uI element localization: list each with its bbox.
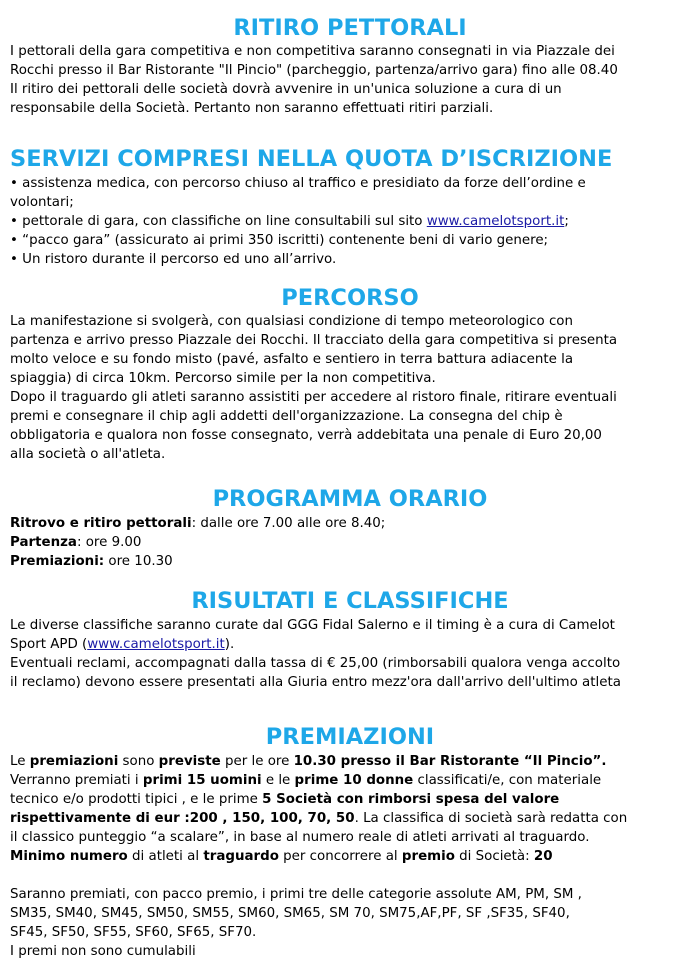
servizi-line-2: volontari;: [10, 195, 74, 210]
ritiro-line-3: Il ritiro dei pettorali delle società dovrà avvenire in un'unica soluzione a cura di un: [10, 82, 562, 97]
text-bold: 10.30 presso il Bar Ristorante “Il Pincio”.: [293, 754, 607, 769]
premiazioni-label: Premiazioni:: [10, 554, 105, 569]
text-bold: premio: [401, 849, 455, 864]
ritiro-line-2: Rocchi presso il Bar Ristorante "Il Pincio" (parcheggio, partenza/arrivo gara) fino alle 08.40: [10, 63, 618, 78]
risultati-line-3: Eventuali reclami, accompagnati dalla tassa di € 25,00 (rimborsabili qualora venga accolto: [10, 656, 621, 671]
percorso-line-3: molto veloce e su fondo misto (pavé, asfalto e sentiero in terra battura adiacente la: [10, 352, 574, 367]
programma-partenza: [10, 533, 141, 552]
premiazioni-value: ore 10.30: [104, 554, 173, 569]
programma-premiazioni: [10, 552, 173, 571]
text-bold: primi 15 uomini: [142, 773, 262, 788]
text: . La classifica di società sarà redatta con: [354, 811, 628, 826]
text: di atleti al: [127, 849, 204, 864]
text-bold: rispettivamente di eur :200 , 150, 100, 70, 50: [10, 811, 355, 826]
servizi-line-4: • “pacco gara” (assicurato ai primi 350 iscritti) contenente beni di vario genere;: [10, 233, 549, 248]
ritrovo-value: : dalle ore 7.00 alle ore 8.40;: [191, 516, 386, 531]
categorie-line-3: SF45, SF50, SF55, SF60, SF65, SF70.: [10, 925, 257, 940]
premiazioni-line-5: il classico punteggio “a scalare”, in base al numero reale di atleti arrivati al traguardo.: [10, 830, 590, 845]
partenza-value: : ore 9.00: [76, 535, 142, 550]
risultati-line-2: [10, 635, 234, 654]
servizi-line-3: [10, 212, 569, 231]
percorso-line-2: partenza e arrivo presso Piazzale dei Rocchi. Il tracciato della gara competitiva si presenta: [10, 333, 618, 348]
percorso-line-5: Dopo il traguardo gli atleti saranno assistiti per accedere al ristoro finale, ritirare eventuali: [10, 390, 617, 405]
heading-programma-orario: PROGRAMMA ORARIO: [212, 486, 488, 512]
ritiro-line-1: I pettorali della gara competitiva e non competitiva saranno consegnati in via Piazzale dei: [10, 44, 615, 59]
risultati-line-1: Le diverse classifiche saranno curate dal GGG Fidal Salerno e il timing è a cura di Camelot: [10, 618, 615, 633]
heading-servizi: SERVIZI COMPRESI NELLA QUOTA D’ISCRIZIONE: [10, 146, 613, 172]
text-bold: 5 Società con rimborsi spesa del valore: [262, 792, 560, 807]
camelotsport-link[interactable]: www.camelotsport.it: [426, 214, 565, 229]
servizi-line-1: • assistenza medica, con percorso chiuso al traffico e presidiato da forze dell’ordine e: [10, 176, 586, 191]
risultati-line-2-end: ).: [224, 637, 235, 652]
ritiro-line-4: responsabile della Società. Pertanto non saranno effettuati ritiri parziali.: [10, 101, 494, 116]
percorso-line-4: spiaggia) di circa 10km. Percorso simile per la non competitiva.: [10, 371, 436, 386]
premiazioni-line-1: [10, 752, 606, 771]
percorso-line-6: premi e consegnare il chip agli addetti dell'organizzazione. La consegna del chip è: [10, 409, 563, 424]
servizi-line-3-end: ;: [564, 214, 569, 229]
text-bold: Minimo numero: [10, 849, 128, 864]
heading-premiazioni: PREMIAZIONI: [265, 724, 435, 750]
servizi-line-3-text: • pettorale di gara, con classifiche on line consultabili sul sito: [10, 214, 427, 229]
percorso-line-1: La manifestazione si svolgerà, con qualsiasi condizione di tempo meteorologico con: [10, 314, 573, 329]
text: Verranno premiati i: [10, 773, 143, 788]
percorso-line-8: alla società o all'atleta.: [10, 447, 166, 462]
text: classificati/e, con materiale: [413, 773, 602, 788]
text: tecnico e/o prodotti tipici , e le prime: [10, 792, 263, 807]
heading-percorso: PERCORSO: [281, 285, 419, 311]
text: Le: [10, 754, 30, 769]
premiazioni-line-4: [10, 809, 627, 828]
risultati-line-4: il reclamo) devono essere presentati alla Giuria entro mezz'ora dall'arrivo dell'ultimo atleta: [10, 675, 621, 690]
text: di Società:: [454, 849, 534, 864]
text: sono: [118, 754, 159, 769]
text: per le ore: [220, 754, 294, 769]
percorso-line-7: obbligatoria e qualora non fosse consegnato, verrà addebitata una penale di Euro 20,00: [10, 428, 602, 443]
text-bold: premiazioni: [29, 754, 119, 769]
heading-ritiro-pettorali: RITIRO PETTORALI: [233, 15, 467, 41]
categorie-line-1: Saranno premiati, con pacco premio, i primi tre delle categorie assolute AM, PM, SM ,: [10, 887, 582, 902]
categorie-line-2: SM35, SM40, SM45, SM50, SM55, SM60, SM65, SM 70, SM75,AF,PF, SF ,SF35, SF40,: [10, 906, 570, 921]
text-bold: traguardo: [203, 849, 279, 864]
partenza-label: Partenza: [10, 535, 77, 550]
premiazioni-line-2: [10, 771, 601, 790]
text-bold: prime 10 donne: [294, 773, 414, 788]
servizi-line-5: • Un ristoro durante il percorso ed uno all’arrivo.: [10, 252, 337, 267]
text-bold: previste: [158, 754, 221, 769]
text-bold: 20: [533, 849, 553, 864]
text: per concorrere al: [278, 849, 402, 864]
categorie-line-4: I premi non sono cumulabili: [10, 944, 196, 959]
heading-risultati: RISULTATI E CLASSIFICHE: [191, 588, 509, 614]
premiazioni-line-6: [10, 847, 553, 866]
camelotsport-link-2[interactable]: www.camelotsport.it: [87, 637, 225, 652]
programma-ritrovo: [10, 514, 385, 533]
text: e le: [261, 773, 295, 788]
risultati-line-2-text: Sport APD (: [10, 637, 88, 652]
ritrovo-label: Ritrovo e ritiro pettorali: [10, 516, 192, 531]
premiazioni-line-3: [10, 790, 559, 809]
